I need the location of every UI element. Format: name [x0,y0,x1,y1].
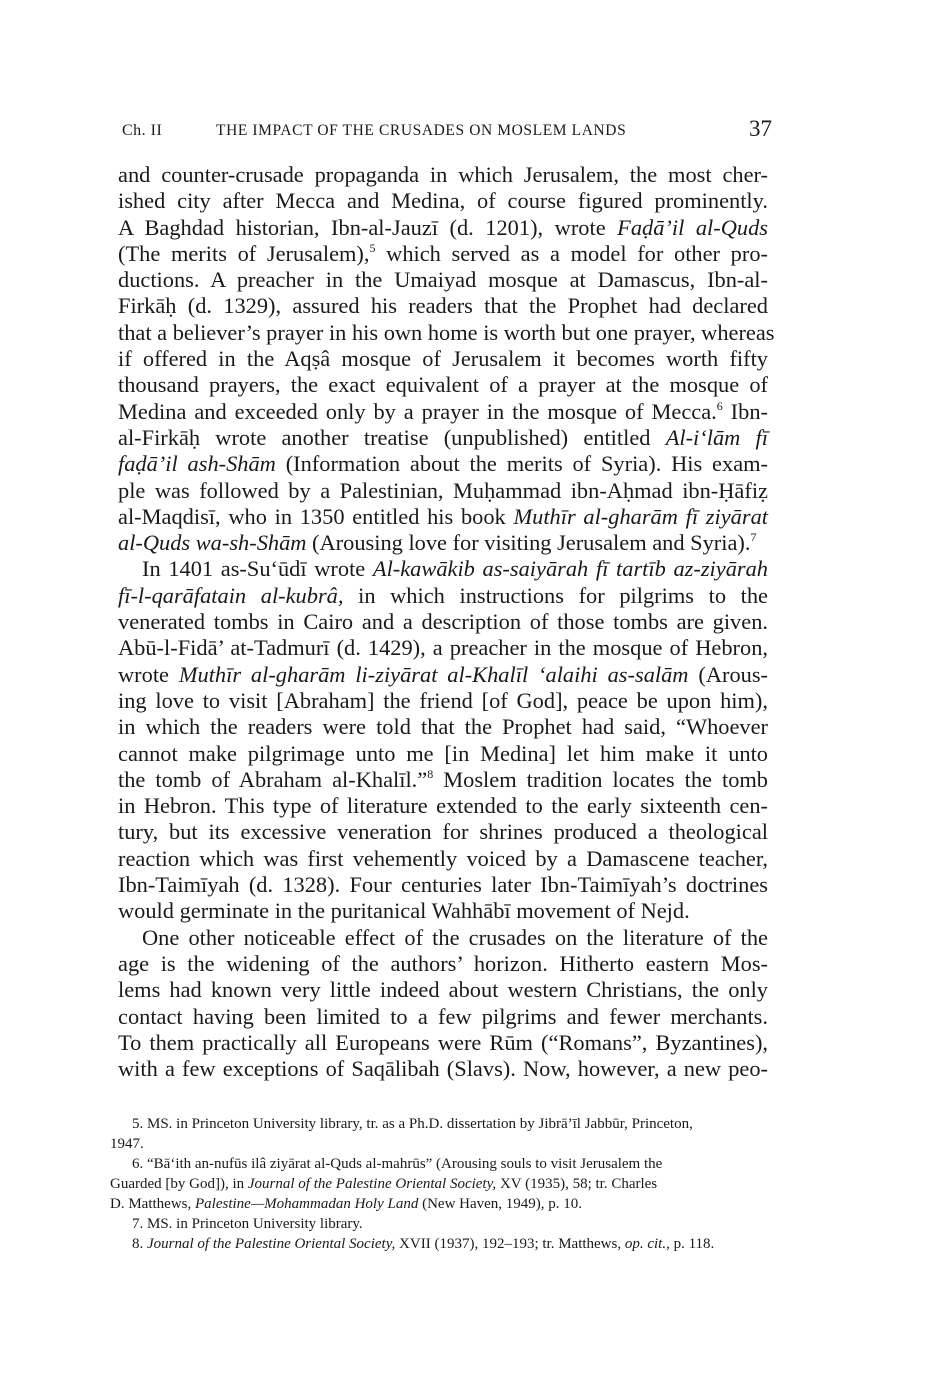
text-line: Abū-l-Fidā’ at-Tadmurī (d. 1429), a preacher in the mosque of Hebron, [118,635,768,661]
book-title: fī-l-qarāfatain al-kubrâ, [118,582,344,608]
running-title: THE IMPACT OF THE CRUSADES ON MOSLEM LANDS [216,122,627,139]
text-line: age is the widening of the authors’ horizon. Hitherto eastern Mos- [118,950,768,976]
running-header [122,116,772,144]
text-line: al-Firkāḥ wrote another treatise (unpublished) entitled Al-i‘lām fī [118,424,768,450]
text-line: reaction which was first vehemently voiced by a Damascene teacher, [118,845,768,871]
book-title: faḍā’il ash-Shām [118,451,276,477]
body-text [118,162,775,1082]
text-line: Medina and exceeded only by a prayer in the mosque of Mecca.$^6$ Ibn- [118,398,768,424]
footnote-8: 8. Journal of the Palestine Oriental Society, XVII (1937), 192–193; tr. Matthews, op. cit., p. 118. [132,1236,715,1252]
book-title: Al-i‘lām fī [665,424,768,450]
footnote-ref: 7 [750,530,757,545]
text-line: lems had known very little indeed about western Christians, the only [118,977,768,1003]
footnote-ref: 6 [716,398,723,413]
footnotes [110,1114,760,1254]
chapter-label: Ch. II [122,122,163,139]
text-line: and counter-crusade propaganda in which Jerusalem, the most cher- [118,162,768,187]
text-line: if offered in the Aqṣâ mosque of Jerusalem it becomes worth fifty [118,346,768,372]
text-line: Ibn-Taimīyah (d. 1328). Four centuries later Ibn-Taimīyah’s doctrines [118,872,768,898]
text-line: in which the readers were told that the Prophet had said, “Whoever [118,714,768,740]
text-line: contact having been limited to a few pilgrims and fewer merchants. [118,1003,768,1029]
text-line: ished city after Mecca and Medina, of course figured prominently. [118,188,768,214]
text-line: al-Quds wa-sh-Shām (Arousing love for visiting Jerusalem and Syria).$^7$ [118,530,757,556]
text-line: cannot make pilgrimage unto me [in Medina] let him make it unto [118,740,768,766]
text-line: fī-l-qarāfatain al-kubrâ, in which instructions for pilgrims to the [118,582,768,608]
text-line: ing love to visit [Abraham] the friend [of God], peace be upon him), [118,687,768,713]
footnote-7: 7. MS. in Princeton University library. [132,1216,363,1232]
book-title: Faḍā’il al-Quds [617,214,769,240]
text-line: ductions. A preacher in the Umaiyad mosque at Damascus, Ibn-al- [118,267,768,293]
book-title: Al-kawākib as-saiyārah fī tartīb az-ziyārah [372,556,768,582]
text-line: A Baghdad historian, Ibn-al-Jauzī (d. 1201), wrote Faḍā’il al-Quds [118,214,769,240]
text-line: with a few exceptions of Saqālibah (Slavs). Now, however, a new peo- [118,1056,768,1082]
footnote-ref: 5 [369,240,376,255]
text-line: In 1401 as-Su‘ūdī wrote Al-kawākib as-saiyārah fī tartīb az-ziyārah [142,556,768,582]
text-line: One other noticeable effect of the crusades on the literature of the [142,924,768,950]
journal-title: Journal of the Palestine Oriental Society, [147,1236,396,1252]
book-title: Muthīr al-gharām fī ziyārat [513,503,769,529]
text-line: thousand prayers, the exact equivalent of a prayer at the mosque of [118,372,768,398]
book-title: Palestine—Mohammadan Holy Land [195,1196,419,1212]
text-line: in Hebron. This type of literature extended to the early sixteenth cen- [118,793,768,819]
text-line: the tomb of Abraham al-Khalīl.”$^8$ Moslem tradition locates the tomb [118,766,768,792]
text-line: tury, but its excessive veneration for shrines produced a theological [118,819,768,845]
page-number: 37 [749,116,772,141]
footnote-ref: 8 [427,766,434,781]
footnote-5: 5. MS. in Princeton University library, tr. as a Ph.D. dissertation by Jibrā’īl Jabbūr, Princeton, 1947. [110,1116,693,1152]
text-line: that a believer’s prayer in his own home is worth but one prayer, whereas [118,319,775,345]
text-line: ple was followed by a Palestinian, Muḥammad ibn-Aḥmad ibn-Ḥāfiẓ [118,477,768,503]
text-line: al-Maqdisī, who in 1350 entitled his book Muthīr al-gharām fī ziyārat [118,503,769,529]
citation-abbrev: op. cit., [624,1236,670,1252]
journal-title: Journal of the Palestine Oriental Society, [247,1176,497,1192]
book-title: al-Quds wa-sh-Shām [118,530,307,556]
text-line: (The merits of Jerusalem),$^5$ which served as a model for other pro- [118,240,768,266]
text-line: faḍā’il ash-Shām (Information about the merits of Syria). His exam- [118,451,768,477]
text-line: would germinate in the puritanical Wahhābī movement of Nejd. [118,898,690,924]
text-line: venerated tombs in Cairo and a description of those tombs are given. [118,609,768,635]
footnote-6: 6. “Bā‘ith an-nufūs ilâ ziyārat al-Quds al-mahrūs” (Arousing souls to visit Jerusalem the Guarded [by God]), in Journal of the Palestine Oriental Society, XV (1935), 58; tr. Charles D. Matthews, Palestine—Mohammadan Holy Land (New Haven, 1949), p. 10. [110,1156,663,1212]
text-line: To them practically all Europeans were Rūm (“Romans”, Byzantines), [118,1029,768,1055]
text-line: Firkāḥ (d. 1329), assured his readers that the Prophet had declared [118,293,768,319]
book-title: Muthīr al-gharām li-ziyārat al-Khalīl ‘alaihi as-salām [178,661,689,687]
text-line: wrote Muthīr al-gharām li-ziyārat al-Khalīl ‘alaihi as-salām (Arous- [118,661,768,687]
